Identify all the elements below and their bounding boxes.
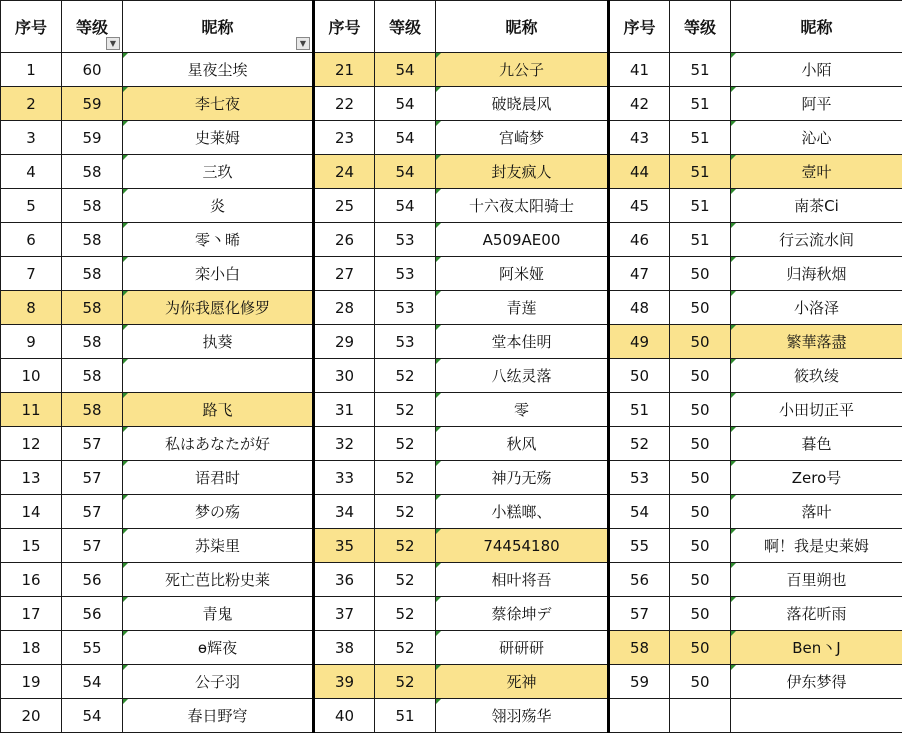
cell-level[interactable]: 53 xyxy=(375,223,436,257)
cell-index[interactable]: 35 xyxy=(314,529,375,563)
header-row xyxy=(1,1,902,53)
cell-nickname[interactable]: 李七夜 xyxy=(123,87,314,121)
header-label: 序号 xyxy=(14,18,47,37)
header-index[interactable] xyxy=(314,1,375,53)
cell-index[interactable]: 33 xyxy=(314,461,375,495)
cell-level[interactable]: 56 xyxy=(62,597,123,631)
table-row xyxy=(1,699,902,733)
cell-level[interactable]: 53 xyxy=(375,291,436,325)
cell-nickname[interactable]: 十六夜太阳骑士 xyxy=(436,189,609,223)
cell-level[interactable]: 51 xyxy=(670,189,731,223)
cell-index[interactable]: 10 xyxy=(1,359,62,393)
cell-index[interactable]: 40 xyxy=(314,699,375,733)
cell-index[interactable]: 45 xyxy=(609,189,670,223)
cell-level[interactable]: 54 xyxy=(375,121,436,155)
cell-level[interactable]: 58 xyxy=(62,359,123,393)
header-level[interactable] xyxy=(375,1,436,53)
cell-index[interactable]: 30 xyxy=(314,359,375,393)
cell-index[interactable]: 21 xyxy=(314,53,375,87)
cell-level[interactable]: 52 xyxy=(375,597,436,631)
cell-index[interactable]: 14 xyxy=(1,495,62,529)
cell-index[interactable]: 54 xyxy=(609,495,670,529)
cell-index[interactable]: 53 xyxy=(609,461,670,495)
table-row xyxy=(1,665,902,699)
cell-level[interactable]: 52 xyxy=(375,461,436,495)
cell-index[interactable]: 56 xyxy=(609,563,670,597)
cell-index[interactable]: 34 xyxy=(314,495,375,529)
cell-index[interactable]: 19 xyxy=(1,665,62,699)
cell-index[interactable]: 25 xyxy=(314,189,375,223)
table-body xyxy=(1,53,902,733)
filter-dropdown-icon[interactable]: ▼ xyxy=(106,37,120,50)
cell-index[interactable]: 59 xyxy=(609,665,670,699)
cell-nickname[interactable]: 南茶Ci xyxy=(731,189,902,223)
cell-nickname[interactable]: 三玖 xyxy=(123,155,314,189)
cell-nickname[interactable]: 炎 xyxy=(123,189,314,223)
cell-level[interactable]: 52 xyxy=(375,563,436,597)
cell-nickname[interactable]: 相叶将吾 xyxy=(436,563,609,597)
cell-nickname[interactable]: 执葵 xyxy=(123,325,314,359)
cell-index[interactable]: 22 xyxy=(314,87,375,121)
table-row xyxy=(1,359,902,393)
cell-index[interactable]: 4 xyxy=(1,155,62,189)
cell-level[interactable]: 52 xyxy=(375,393,436,427)
header-label: 昵称 xyxy=(505,18,538,37)
cell-level[interactable]: 56 xyxy=(62,563,123,597)
header-nickname[interactable] xyxy=(731,1,902,53)
cell-index[interactable]: 24 xyxy=(314,155,375,189)
cell-index[interactable]: 41 xyxy=(609,53,670,87)
cell-index[interactable]: 44 xyxy=(609,155,670,189)
cell-nickname[interactable]: 春日野穹 xyxy=(123,699,314,733)
cell-index[interactable]: 15 xyxy=(1,529,62,563)
cell-nickname[interactable]: 翎羽殇华 xyxy=(436,699,609,733)
cell-level[interactable]: 52 xyxy=(375,665,436,699)
cell-level[interactable]: 60 xyxy=(62,53,123,87)
cell-level[interactable]: 51 xyxy=(670,87,731,121)
cell-level[interactable]: 50 xyxy=(670,359,731,393)
cell-nickname[interactable]: 梦の殇 xyxy=(123,495,314,529)
cell-level[interactable]: 50 xyxy=(670,257,731,291)
cell-nickname[interactable]: 小田切正平 xyxy=(731,393,902,427)
cell-nickname[interactable]: 小糕啷、 xyxy=(436,495,609,529)
header-nickname[interactable] xyxy=(436,1,609,53)
cell-level[interactable]: 50 xyxy=(670,597,731,631)
cell-nickname[interactable]: A509AE00 xyxy=(436,223,609,257)
table-row xyxy=(1,631,902,665)
cell-nickname[interactable]: 秋风 xyxy=(436,427,609,461)
cell-index[interactable]: 58 xyxy=(609,631,670,665)
cell-level[interactable]: 50 xyxy=(670,393,731,427)
cell-level[interactable]: 58 xyxy=(62,257,123,291)
cell-level[interactable]: 59 xyxy=(62,87,123,121)
cell-index[interactable]: 57 xyxy=(609,597,670,631)
cell-index[interactable]: 5 xyxy=(1,189,62,223)
table-row xyxy=(1,325,902,359)
cell-level[interactable]: 57 xyxy=(62,495,123,529)
cell-index[interactable]: 37 xyxy=(314,597,375,631)
cell-nickname[interactable]: 落叶 xyxy=(731,495,902,529)
table-row xyxy=(1,563,902,597)
cell-index[interactable]: 28 xyxy=(314,291,375,325)
cell-index[interactable]: 42 xyxy=(609,87,670,121)
cell-level[interactable] xyxy=(670,699,731,733)
header-label: 昵称 xyxy=(800,18,833,37)
cell-level[interactable]: 57 xyxy=(62,529,123,563)
cell-nickname[interactable]: 死神 xyxy=(436,665,609,699)
cell-level[interactable]: 58 xyxy=(62,291,123,325)
cell-index[interactable]: 49 xyxy=(609,325,670,359)
cell-level[interactable]: 54 xyxy=(375,155,436,189)
cell-nickname[interactable] xyxy=(731,699,902,733)
cell-level[interactable]: 54 xyxy=(375,189,436,223)
cell-index[interactable] xyxy=(609,699,670,733)
cell-index[interactable]: 1 xyxy=(1,53,62,87)
cell-index[interactable]: 36 xyxy=(314,563,375,597)
cell-nickname[interactable]: 私はあなたが好 xyxy=(123,427,314,461)
table-row xyxy=(1,495,902,529)
cell-index[interactable]: 11 xyxy=(1,393,62,427)
cell-nickname[interactable]: 九公子 xyxy=(436,53,609,87)
cell-index[interactable]: 32 xyxy=(314,427,375,461)
cell-level[interactable]: 58 xyxy=(62,393,123,427)
table-row xyxy=(1,223,902,257)
cell-nickname[interactable]: 壹叶 xyxy=(731,155,902,189)
header-level[interactable] xyxy=(62,1,123,53)
cell-nickname[interactable]: 八纮灵落 xyxy=(436,359,609,393)
table-row xyxy=(1,155,902,189)
cell-index[interactable]: 46 xyxy=(609,223,670,257)
cell-nickname[interactable]: 蔡徐坤デ xyxy=(436,597,609,631)
cell-index[interactable]: 3 xyxy=(1,121,62,155)
table-row xyxy=(1,121,902,155)
cell-nickname[interactable]: 星夜尘埃 xyxy=(123,53,314,87)
cell-nickname[interactable]: 宫崎梦 xyxy=(436,121,609,155)
header-label: 等级 xyxy=(683,18,716,37)
cell-nickname[interactable]: 阿平 xyxy=(731,87,902,121)
header-label: 等级 xyxy=(75,18,108,37)
cell-nickname[interactable]: 路飞 xyxy=(123,393,314,427)
cell-index[interactable]: 20 xyxy=(1,699,62,733)
cell-level[interactable]: 50 xyxy=(670,291,731,325)
cell-level[interactable]: 50 xyxy=(670,631,731,665)
cell-level[interactable]: 50 xyxy=(670,461,731,495)
cell-index[interactable]: 52 xyxy=(609,427,670,461)
cell-nickname[interactable]: 死亡芭比粉史莱 xyxy=(123,563,314,597)
cell-level[interactable]: 52 xyxy=(375,427,436,461)
cell-index[interactable]: 31 xyxy=(314,393,375,427)
table-row xyxy=(1,529,902,563)
cell-nickname[interactable]: ѳ辉夜 xyxy=(123,631,314,665)
cell-index[interactable]: 2 xyxy=(1,87,62,121)
filter-dropdown-icon[interactable]: ▼ xyxy=(296,37,310,50)
cell-nickname[interactable]: 沁心 xyxy=(731,121,902,155)
cell-nickname[interactable]: 神乃无殇 xyxy=(436,461,609,495)
cell-nickname[interactable]: 小洛泽 xyxy=(731,291,902,325)
cell-index[interactable]: 47 xyxy=(609,257,670,291)
header-label: 序号 xyxy=(328,18,361,37)
header-index[interactable] xyxy=(1,1,62,53)
cell-index[interactable]: 9 xyxy=(1,325,62,359)
cell-level[interactable]: 50 xyxy=(670,563,731,597)
cell-level[interactable]: 58 xyxy=(62,325,123,359)
header-nickname[interactable] xyxy=(123,1,314,53)
cell-nickname[interactable]: 啊！我是史莱姆 xyxy=(731,529,902,563)
cell-nickname[interactable]: Zero号 xyxy=(731,461,902,495)
cell-level[interactable]: 50 xyxy=(670,325,731,359)
cell-nickname[interactable]: 语君时 xyxy=(123,461,314,495)
cell-nickname[interactable] xyxy=(123,359,314,393)
cell-nickname[interactable]: 归海秋烟 xyxy=(731,257,902,291)
cell-index[interactable]: 27 xyxy=(314,257,375,291)
cell-index[interactable]: 38 xyxy=(314,631,375,665)
cell-index[interactable]: 43 xyxy=(609,121,670,155)
table-row xyxy=(1,257,902,291)
table-row xyxy=(1,291,902,325)
cell-index[interactable]: 13 xyxy=(1,461,62,495)
cell-index[interactable]: 18 xyxy=(1,631,62,665)
cell-index[interactable]: 39 xyxy=(314,665,375,699)
cell-nickname[interactable]: 堂本佳明 xyxy=(436,325,609,359)
cell-index[interactable]: 7 xyxy=(1,257,62,291)
cell-nickname[interactable]: 史莱姆 xyxy=(123,121,314,155)
cell-level[interactable]: 54 xyxy=(62,699,123,733)
cell-level[interactable]: 52 xyxy=(375,359,436,393)
cell-level[interactable]: 57 xyxy=(62,427,123,461)
cell-level[interactable]: 52 xyxy=(375,529,436,563)
table-row xyxy=(1,393,902,427)
cell-level[interactable]: 50 xyxy=(670,495,731,529)
table-row xyxy=(1,53,902,87)
cell-index[interactable]: 55 xyxy=(609,529,670,563)
table-row xyxy=(1,189,902,223)
cell-index[interactable]: 12 xyxy=(1,427,62,461)
cell-nickname[interactable]: 封友疯人 xyxy=(436,155,609,189)
cell-nickname[interactable]: 零 xyxy=(436,393,609,427)
cell-level[interactable]: 50 xyxy=(670,665,731,699)
table-row xyxy=(1,427,902,461)
cell-nickname[interactable]: 74454180 xyxy=(436,529,609,563)
cell-level[interactable]: 51 xyxy=(375,699,436,733)
cell-nickname[interactable]: 暮色 xyxy=(731,427,902,461)
cell-level[interactable]: 51 xyxy=(670,53,731,87)
cell-level[interactable]: 52 xyxy=(375,495,436,529)
cell-level[interactable]: 58 xyxy=(62,189,123,223)
cell-nickname[interactable]: 苏柒里 xyxy=(123,529,314,563)
cell-level[interactable]: 50 xyxy=(670,427,731,461)
header-label: 昵称 xyxy=(201,18,234,37)
cell-nickname[interactable]: 公子羽 xyxy=(123,665,314,699)
cell-nickname[interactable]: 阿米娅 xyxy=(436,257,609,291)
table-row xyxy=(1,87,902,121)
cell-level[interactable]: 59 xyxy=(62,121,123,155)
cell-index[interactable]: 6 xyxy=(1,223,62,257)
header-level[interactable] xyxy=(670,1,731,53)
cell-nickname[interactable]: 青莲 xyxy=(436,291,609,325)
header-label: 序号 xyxy=(623,18,656,37)
cell-index[interactable]: 50 xyxy=(609,359,670,393)
cell-nickname[interactable]: 研研研 xyxy=(436,631,609,665)
cell-level[interactable]: 54 xyxy=(62,665,123,699)
cell-nickname[interactable]: 落花听雨 xyxy=(731,597,902,631)
table-row xyxy=(1,461,902,495)
cell-nickname[interactable]: 伊东梦得 xyxy=(731,665,902,699)
table-row xyxy=(1,597,902,631)
cell-nickname[interactable]: Ben丶J xyxy=(731,631,902,665)
cell-index[interactable]: 26 xyxy=(314,223,375,257)
cell-nickname[interactable]: 行云流水间 xyxy=(731,223,902,257)
cell-level[interactable]: 53 xyxy=(375,325,436,359)
cell-index[interactable]: 29 xyxy=(314,325,375,359)
header-label: 等级 xyxy=(388,18,421,37)
cell-index[interactable]: 16 xyxy=(1,563,62,597)
cell-level[interactable]: 58 xyxy=(62,223,123,257)
header-index[interactable] xyxy=(609,1,670,53)
cell-level[interactable]: 54 xyxy=(375,87,436,121)
cell-nickname[interactable]: 筱玖绫 xyxy=(731,359,902,393)
cell-index[interactable]: 8 xyxy=(1,291,62,325)
cell-level[interactable]: 55 xyxy=(62,631,123,665)
cell-level[interactable]: 51 xyxy=(670,155,731,189)
cell-nickname[interactable]: 为你我愿化修罗 xyxy=(123,291,314,325)
cell-index[interactable]: 51 xyxy=(609,393,670,427)
cell-level[interactable]: 53 xyxy=(375,257,436,291)
cell-level[interactable]: 57 xyxy=(62,461,123,495)
cell-index[interactable]: 23 xyxy=(314,121,375,155)
cell-nickname[interactable]: 破晓晨风 xyxy=(436,87,609,121)
cell-level[interactable]: 51 xyxy=(670,121,731,155)
cell-nickname[interactable]: 青鬼 xyxy=(123,597,314,631)
cell-level[interactable]: 51 xyxy=(670,223,731,257)
cell-level[interactable]: 52 xyxy=(375,631,436,665)
cell-nickname[interactable]: 繁華落盡 xyxy=(731,325,902,359)
cell-level[interactable]: 50 xyxy=(670,529,731,563)
cell-index[interactable]: 48 xyxy=(609,291,670,325)
cell-level[interactable]: 54 xyxy=(375,53,436,87)
cell-nickname[interactable]: 百里朔也 xyxy=(731,563,902,597)
cell-nickname[interactable]: 小陌 xyxy=(731,53,902,87)
cell-index[interactable]: 17 xyxy=(1,597,62,631)
cell-nickname[interactable]: 零丶晞 xyxy=(123,223,314,257)
cell-level[interactable]: 58 xyxy=(62,155,123,189)
cell-nickname[interactable]: 栾小白 xyxy=(123,257,314,291)
